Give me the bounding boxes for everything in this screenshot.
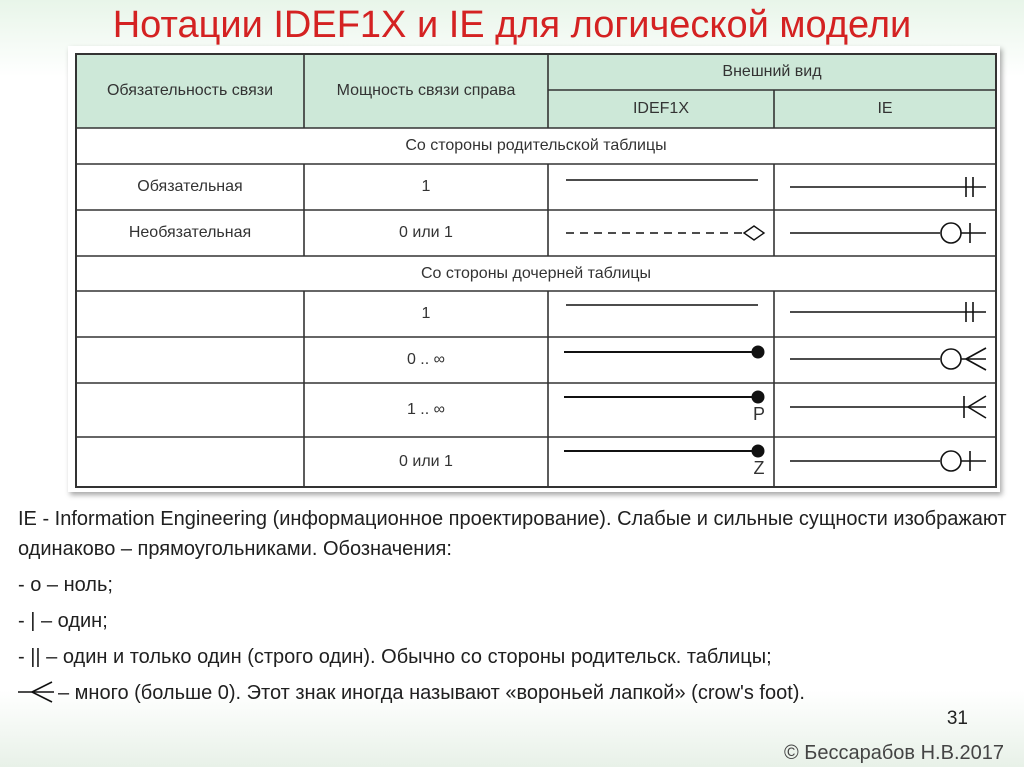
notes-paragraph: IE - Information Engineering (информационное проектирование). Слабые и сильные сущности изображают одинаково – прямоугольниками. Обозначения: [18,508,1007,560]
header-cardinality: Мощность связи справа [336,82,516,99]
header-obligation: Обязательность связи [106,82,274,99]
parent-row-1-obligation: Обязательная [137,178,243,195]
notes-item-many [18,678,1008,708]
parent-row-2-cardinality: 0 или 1 [399,224,453,241]
notes-text [18,504,1008,708]
zero-or-one-icon [790,451,986,471]
notes-item-zero: - о – ноль; [18,574,113,596]
header-idef1x: IDEF1X [632,100,689,117]
idef1x-letter-z: Z [753,457,765,478]
notation-table [68,46,1000,492]
child-row-1-cardinality: 1 [421,305,431,322]
line-dot-icon [564,347,764,358]
slide-title: Нотации IDEF1X и IE для логической модели [112,4,912,46]
notes-item-one: - | – один; [18,610,108,632]
parent-row-1-cardinality: 1 [421,178,431,195]
line-dot-z-icon [564,446,764,457]
section-parent: Со стороны родительской таблицы [405,137,667,154]
zero-or-many-icon [790,348,986,370]
child-row-2-cardinality: 0 .. ∞ [406,351,446,368]
line-dot-p-icon [564,392,764,403]
notes-item-many-text: – много (больше 0). Этот знак иногда называют «вороньей лапкой» (crow's foot). [58,682,805,704]
one-and-only-one-icon [790,177,986,197]
parent-row-2-obligation: Необязательная [128,224,252,241]
child-row-3-cardinality: 1 .. ∞ [406,401,446,418]
dashed-line-diamond-icon [566,226,764,240]
section-child: Со стороны дочерней таблицы [420,264,652,282]
notes-item-exactly-one: - || – один и только один (строго один). Обычно со стороны родительск. таблицы; [18,646,772,668]
copyright: © Бессарабов Н.В.2017 [783,742,1004,764]
child-row-4-cardinality: 0 или 1 [399,453,453,470]
page-number: 31 [946,708,968,729]
header-appearance: Внешний вид [722,63,822,80]
zero-or-one-icon [790,223,986,243]
header-ie: IE [877,100,893,117]
crows-foot-icon [18,681,54,703]
one-or-many-icon [790,396,986,418]
one-and-only-one-icon [790,302,986,322]
idef1x-letter-p: P [752,403,765,424]
